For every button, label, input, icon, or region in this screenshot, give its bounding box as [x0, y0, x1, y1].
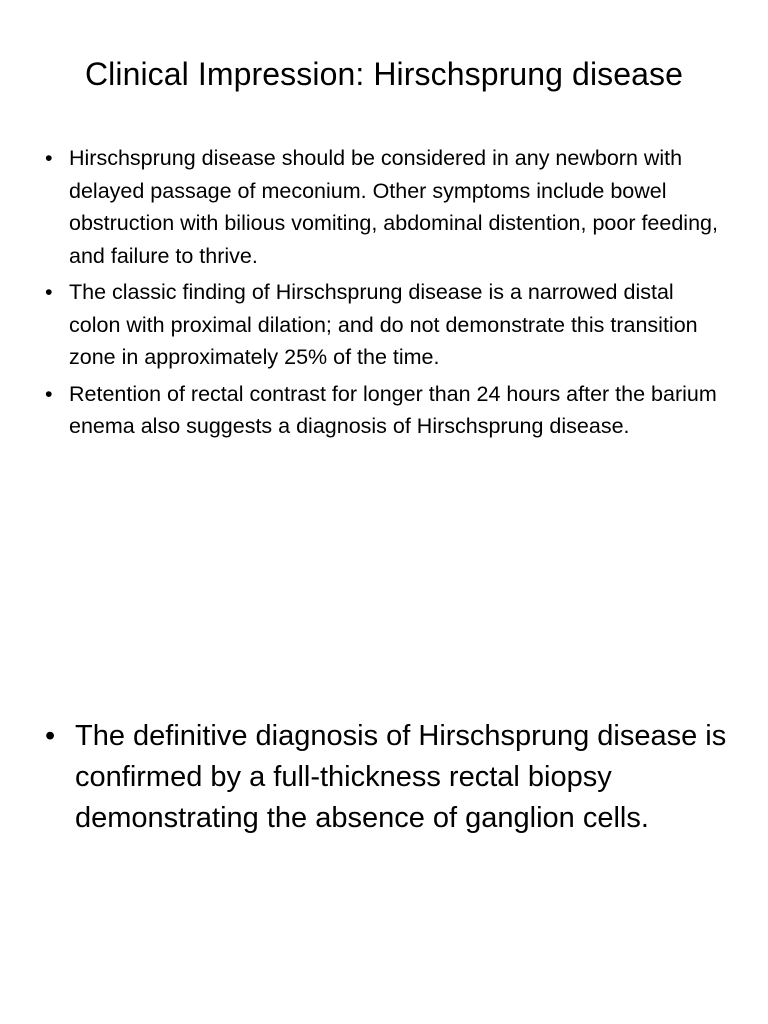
- bullet-icon: •: [45, 280, 53, 304]
- top-bullet-list: [45, 142, 725, 447]
- bullet-item: [45, 378, 725, 443]
- slide-title: Clinical Impression: Hirschsprung disease: [84, 56, 684, 92]
- bullet-text: Retention of rectal contrast for longer than 24 hours after the barium enema also suggests a diagnosis of Hirschsprung disease.: [69, 381, 717, 438]
- bullet-item: [45, 716, 735, 839]
- bullet-icon: •: [45, 381, 53, 406]
- bullet-text: The classic finding of Hirschsprung disease is a narrowed distal colon with proximal dilation; and do not demonstrate this transition zone in approximately 25% of the time.: [69, 280, 698, 369]
- bullet-item: [45, 276, 725, 374]
- bullet-text: The definitive diagnosis of Hirschsprung disease is confirmed by a full-thickness rectal biopsy demonstrating the absence of ganglion cells.: [75, 720, 727, 834]
- bottom-bullet-list: [45, 716, 735, 839]
- bullet-icon: •: [45, 720, 56, 752]
- bullet-item: [45, 142, 725, 272]
- bullet-text: Hirschsprung disease should be considered in any newborn with delayed passage of meconium. Other symptoms include bowel obstruction with bilious vomiting, abdominal distention, poor feeding, and failure to thrive.: [69, 146, 718, 268]
- bullet-icon: •: [45, 146, 53, 170]
